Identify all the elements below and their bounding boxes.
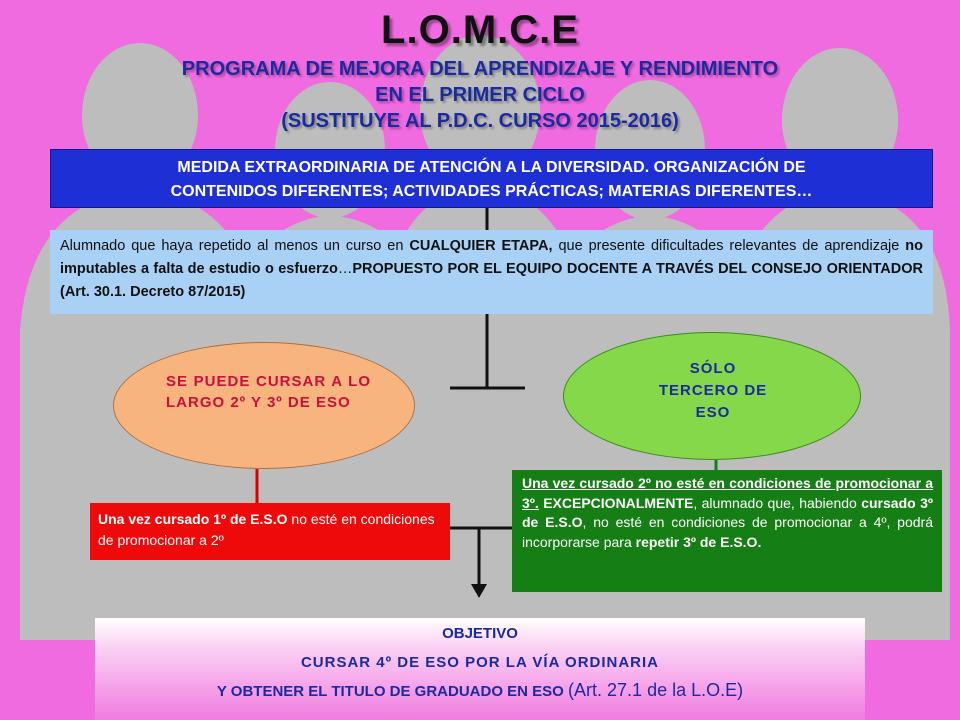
alumnado-text-1: Alumnado que haya repetido al menos un curso en: [60, 238, 410, 254]
alumnado-box: [50, 230, 933, 314]
condition-right-bold-3: repetir 3º de E.S.O.: [635, 533, 762, 550]
condition-left-box: [90, 503, 450, 560]
option-right-line-1: SÓLO: [689, 360, 737, 377]
arrow-head: [471, 584, 487, 598]
alumnado-bold-2: no imputables a falta de estudio o esfuerzo: [60, 238, 923, 277]
condition-right-bold-1: EXCEPCIONALMENTE: [543, 494, 694, 511]
condition-left-bold: Una vez cursado 1º de E.S.O: [98, 511, 288, 527]
subtitle-line-2: EN EL PRIMER CICLO: [375, 84, 585, 106]
objetivo-reference: (Art. 27.1 de la L.O.E): [568, 680, 744, 700]
condition-right-text-2: , alumnado que, habiendo: [693, 494, 862, 511]
objetivo-line-3-text: Y OBTENER EL TITULO DE GRADUADO EN ESO: [216, 683, 569, 700]
condition-left-text: no esté en condiciones de promocionar a 2º: [98, 511, 435, 548]
medida-box: [50, 149, 933, 208]
alumnado-bold-3: PROPUESTO POR EL EQUIPO DOCENTE A TRAVÉS DEL CONSEJO ORIENTADOR (Art. 30.1. Decreto 87/2015): [60, 261, 923, 300]
option-right-ellipse: [563, 332, 861, 460]
alumnado-text-2: que presente dificultades relevantes de aprendizaje: [552, 238, 906, 254]
option-right-text: [564, 358, 862, 424]
condition-right-box: [512, 470, 942, 592]
page-title: L.O.M.C.E: [381, 8, 579, 52]
medida-line-1: MEDIDA EXTRAORDINARIA DE ATENCIÓN A LA DIVERSIDAD. ORGANIZACIÓN DE: [177, 159, 806, 176]
objetivo-line-3: [95, 680, 865, 701]
option-left-ellipse: [113, 342, 415, 469]
condition-right-bold-2: cursado 3º de E.S.O: [522, 494, 933, 530]
subtitle-line-1: PROGRAMA DE MEJORA DEL APRENDIZAJE Y RENDIMIENTO: [181, 58, 779, 80]
condition-right-text-3: , no esté en condiciones de promocionar a 4º, podrá incorporarse para: [522, 514, 933, 550]
option-right-line-2: TERCERO DE: [658, 382, 768, 399]
medida-line-2: CONTENIDOS DIFERENTES; ACTIVIDADES PRÁCTICAS; MATERIAS DIFERENTES…: [170, 183, 813, 200]
alumnado-bold-1: CUALQUIER ETAPA,: [409, 238, 553, 254]
option-right-line-3: ESO: [695, 404, 731, 421]
alumnado-text-3: …: [337, 261, 353, 277]
objetivo-box: [95, 618, 865, 720]
objetivo-line-2: CURSAR 4º DE ESO POR LA VÍA ORDINARIA: [300, 654, 660, 671]
condition-right-underline: Una vez cursado 2º no esté en condiciones de promocionar a 3º.: [522, 475, 933, 511]
objetivo-heading: OBJETIVO: [442, 625, 518, 642]
subtitle-line-3: (SUSTITUYE AL P.D.C. CURSO 2015-2016): [281, 110, 679, 132]
option-left-text: SE PUEDE CURSAR A LO LARGO 2º Y 3º DE ESO: [166, 373, 371, 411]
